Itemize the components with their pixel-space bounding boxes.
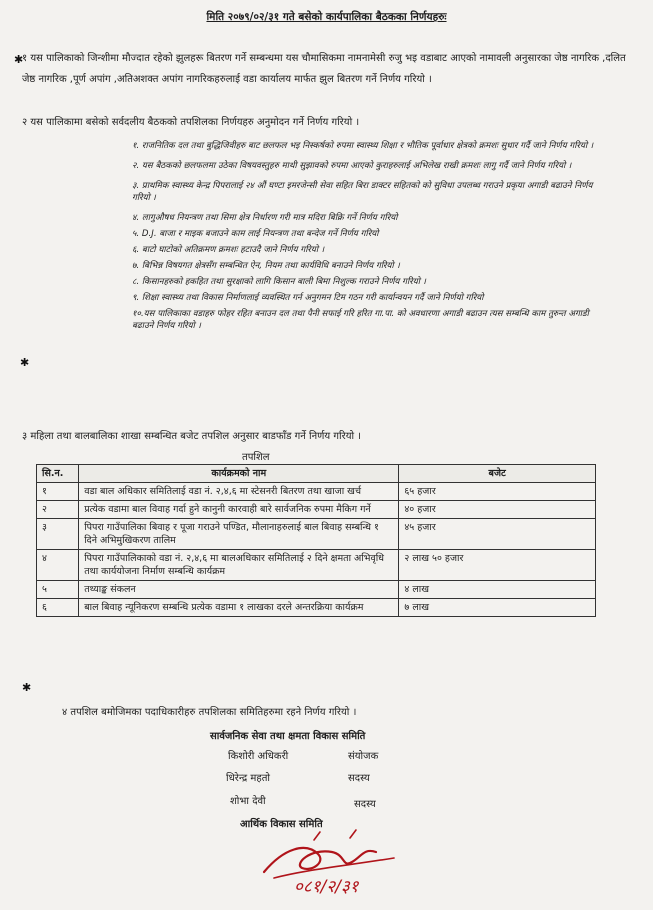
cell-program: तथ्याङ्क संकलन — [79, 581, 399, 599]
committee-public-service-title: सार्वजनिक सेवा तथा क्षमता विकास समिति — [210, 731, 366, 742]
tapsil-label: तपशिल — [242, 452, 270, 463]
member-role: संयोजक — [348, 751, 379, 762]
decision-2-intro: २ यस पालिकामा बसेको सर्वदलीय बैठकको तपशिलका निर्णयहरु अनुमोदन गर्ने निर्णय गरियो । — [22, 117, 360, 128]
table-header-row — [37, 465, 596, 483]
member-name: किशोरी अधिकरी — [228, 751, 289, 762]
cell-program: पिपरा गाउँपालिका बिवाह र पूजा गराउने पण्डित, मौलानाहरुलाई बाल बिवाह सम्बन्धि १ दिने अभिमुखिकरण तालिम — [79, 519, 399, 550]
margin-bullet-mark: ✱ — [20, 356, 30, 369]
decision-4: ४ तपशिल बमोजिमका पदाधिकारीहरु तपशिलका समितिहरुमा रहने निर्णय गरियो । — [62, 707, 357, 718]
cell-sn: १ — [37, 483, 79, 501]
list-item: १. राजनितिक दल तथा बुद्धिजिवीहरु बाट छलफल भइ निस्कर्षको रुपमा स्वास्थ्य शिक्षा र भौतिक पूर्वाधार क्षेत्रको क्रमशः सुधार गर्दै जाने निर्णय गरियो । — [132, 141, 594, 151]
member-role: सदस्य — [354, 799, 376, 810]
header-sn: सि.न. — [37, 465, 79, 483]
handwritten-signature — [254, 828, 424, 898]
cell-program: बाल बिवाह न्यूनिकरण सम्बन्धि प्रत्येक वडामा १ लाखका दरले अन्तरक्रिया कार्यक्रम — [79, 599, 399, 617]
cell-budget: ४५ हजार — [399, 519, 596, 550]
margin-bullet-mark: ✱ — [22, 681, 32, 694]
document-title: मिति २०७९/०२/३१ गते बसेको कार्यपालिका बैठकका निर्णयहरुः — [206, 11, 447, 23]
member-name: शोभा देवी — [230, 796, 266, 807]
cell-sn: ६ — [37, 599, 79, 617]
cell-sn: ४ — [37, 550, 79, 581]
list-item: ७. बिभिन्न विषयगत क्षेत्रसँग सम्बन्धित ऐन, नियम तथा कार्यविधि बनाउने निर्णय गरियो । — [132, 261, 400, 271]
cell-budget: ४० हजार — [399, 501, 596, 519]
signature-date-text: ०८१/२/३१ — [294, 877, 359, 897]
table-row — [37, 550, 596, 581]
committee-economic-title: आर्थिक विकास समिति — [240, 819, 323, 830]
table-row — [37, 599, 596, 617]
table-row — [37, 483, 596, 501]
list-item: २. यस बैठकको छलफलमा उठेका विषयवस्तुहरु माथी सुझावको रुपमा आएको कुराहरुलाई अभिलेख राखी क्रमशः लागु गर्दै जाने निर्णय गरियो । — [132, 161, 572, 171]
margin-bullet-mark: ✱ — [14, 53, 24, 66]
header-program: कार्यक्रमको नाम — [79, 465, 399, 483]
table-row — [37, 581, 596, 599]
list-item: ९. शिक्षा स्वास्थ्य तथा विकास निर्माणलाई व्यवस्थित गर्न अनुगमन टिम गठन गरी कार्यान्वयन गर्दै जाने निर्णयो गरियो — [132, 293, 484, 303]
cell-program: पिपरा गाउँपालिकाको वडा नं. २,४,६ मा बालअधिकार समितिलाई २ दिने क्षमता अभिवृधि तथा कार्ययोजना निर्माण सम्बन्धि कार्यक्रम — [79, 550, 399, 581]
member-role: सदस्य — [348, 773, 370, 784]
cell-budget: ७ लाख — [399, 599, 596, 617]
cell-budget: २ लाख ५० हजार — [399, 550, 596, 581]
list-item: ३. प्राथमिक स्वास्थ्य केन्द्र पिपरालाई २४ औं घण्टा इमरजेन्सी सेवा सहित बिरा डाक्टर सहितको को सुविधा उपलब्ध गराउने प्रकृया अगाडी बढाउने निर्णय गरियो । — [132, 181, 593, 203]
decision-3-intro: ३ महिला तथा बालबालिका शाखा सम्बन्धित बजेट तपशिल अनुसार बाडफाँड गर्ने निर्णय गरियो । — [22, 431, 362, 442]
cell-program: वडा बाल अधिकार समितिलाई वडा नं. २,४,६ मा स्टेसनरी बितरण तथा खाजा खर्च — [79, 483, 399, 501]
list-item: ८. किसानहरुको हकहित तथा सुरक्षाको लागि किसान बाली बिमा निशुल्क गराउने निर्णय गरियो । — [132, 277, 426, 287]
cell-program: प्रत्येक वडामा बाल विवाह गर्दा हुने कानुनी कारवाही बारे सार्वजनिक रुपमा मैकिग गर्ने — [79, 501, 399, 519]
list-item: ४. लागुऔषध नियन्त्रण तथा सिमा क्षेत्र निर्धारण गरी मात्र मदिरा बिक्रि गर्ने निर्णय गरियो — [132, 213, 398, 223]
budget-table — [36, 464, 596, 617]
cell-sn: २ — [37, 501, 79, 519]
table-row — [37, 519, 596, 550]
cell-sn: ३ — [37, 519, 79, 550]
cell-budget: ४ लाख — [399, 581, 596, 599]
decision-1: १ यस पालिकाको जिन्शीमा मौज्दात रहेको झुलहरू बितरण गर्ने सम्बन्धमा यस चौमासिकमा नामनामेसी रुजु भइ वडाबाट आएको नामावली अनुसारका जेष्ठ नागरिक ,दलित जेष्ठ नागरिक ,पूर्ण अपांग ,अतिअशक्त अपांग नागरिकहरुलाई वडा कार्यालय मार्फत झुल बितरण गर्ने निर्णय गरियो । — [22, 53, 626, 85]
cell-budget: ६५ हजार — [399, 483, 596, 501]
list-item: ६. बाटो घाटोको अतिक्रमण क्रमशः हटाउदै जाने निर्णय गरियो । — [132, 245, 325, 255]
table-row — [37, 501, 596, 519]
list-item: १०.यस पालिकाका वडाहरु फोहर रहित बनाउन दल तथा पैनी सफाई गरि हरित गा.पा. को अवधारणा अगाडी बढाउन त्यस सम्बन्धि काम तुरुन्त अगाडी बढाउने निर्णय गरियो । — [132, 309, 589, 331]
decision-2-list — [132, 140, 602, 336]
member-name: धिरेन्द्र महतो — [226, 773, 270, 784]
cell-sn: ५ — [37, 581, 79, 599]
list-item: ५. D.J. बाजा र माइक बजाउने काम लाई नियन्त्रण तथा बन्देज गर्ने निर्णय गरियो — [132, 229, 379, 239]
header-budget: बजेट — [399, 465, 596, 483]
